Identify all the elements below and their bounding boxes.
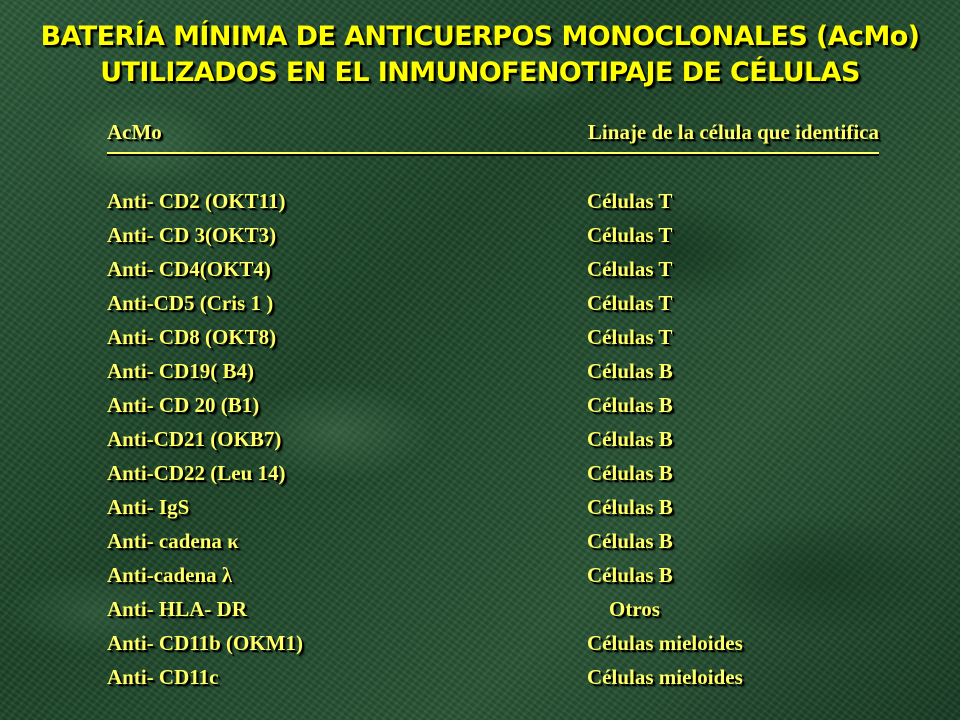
lineage-cell: Células B xyxy=(587,461,673,485)
table-row xyxy=(107,218,887,252)
antibody-cell: Anti- CD11b (OKM1) xyxy=(107,631,303,655)
antibody-cell: Anti-CD5 (Cris 1 ) xyxy=(107,291,274,315)
lineage-cell: Células B xyxy=(587,393,673,417)
table-row xyxy=(107,558,887,592)
table-row xyxy=(107,456,887,490)
slide-title-line-1: BATERÍA MÍNIMA DE ANTICUERPOS MONOCLONALES (AcMo) xyxy=(40,21,920,52)
antibody-cell: Anti- CD19( B4) xyxy=(107,359,254,383)
table-row xyxy=(107,320,887,354)
table-row xyxy=(107,252,887,286)
lineage-cell: Células T xyxy=(587,189,673,213)
antibody-cell: Anti- CD11c xyxy=(107,665,219,689)
lineage-cell: Células T xyxy=(587,223,673,247)
lineage-cell: Células T xyxy=(587,325,673,349)
lineage-cell: Células B xyxy=(587,495,673,519)
lineage-cell: Células T xyxy=(587,257,673,281)
lineage-cell: Células T xyxy=(587,291,673,315)
antibody-cell: Anti- CD4(OKT4) xyxy=(107,257,271,281)
table-row xyxy=(107,422,887,456)
table-body xyxy=(107,184,887,694)
table-row xyxy=(107,524,887,558)
lineage-cell: Células mieloides xyxy=(587,631,743,655)
antibody-cell: Anti- CD 20 (B1) xyxy=(107,393,260,417)
antibody-cell: Anti-cadena λ xyxy=(107,563,233,587)
lineage-cell: Células mieloides xyxy=(587,665,743,689)
slide-title-line-2: UTILIZADOS EN EL INMUNOFENOTIPAJE DE CÉLULAS xyxy=(100,57,860,88)
table-row xyxy=(107,286,887,320)
table-row xyxy=(107,626,887,660)
table-row xyxy=(107,354,887,388)
table-row xyxy=(107,388,887,422)
lineage-cell: Otros xyxy=(609,597,660,621)
lineage-cell: Células B xyxy=(587,563,673,587)
antibody-cell: Anti- CD 3(OKT3) xyxy=(107,223,277,247)
antibody-cell: Anti-CD21 (OKB7) xyxy=(107,427,282,451)
table-row xyxy=(107,660,887,694)
lineage-cell: Células B xyxy=(587,529,673,553)
antibody-cell: Anti-CD22 (Leu 14) xyxy=(107,461,286,485)
antibody-cell: Anti- IgS xyxy=(107,495,190,519)
lineage-cell: Células B xyxy=(587,427,673,451)
table-row xyxy=(107,490,887,524)
table-row xyxy=(107,592,887,626)
antibody-cell: Anti- HLA- DR xyxy=(107,597,247,621)
antibody-table xyxy=(107,120,887,689)
antibody-cell: Anti- CD2 (OKT11) xyxy=(107,189,286,213)
antibody-cell: Anti- CD8 (OKT8) xyxy=(107,325,277,349)
header-lineage: Linaje de la célula que identifica xyxy=(587,120,879,144)
header-antibody: AcMo xyxy=(107,120,162,144)
table-header xyxy=(107,120,879,154)
antibody-cell: Anti- cadena κ xyxy=(107,529,239,553)
table-row xyxy=(107,184,887,218)
lineage-cell: Células B xyxy=(587,359,673,383)
